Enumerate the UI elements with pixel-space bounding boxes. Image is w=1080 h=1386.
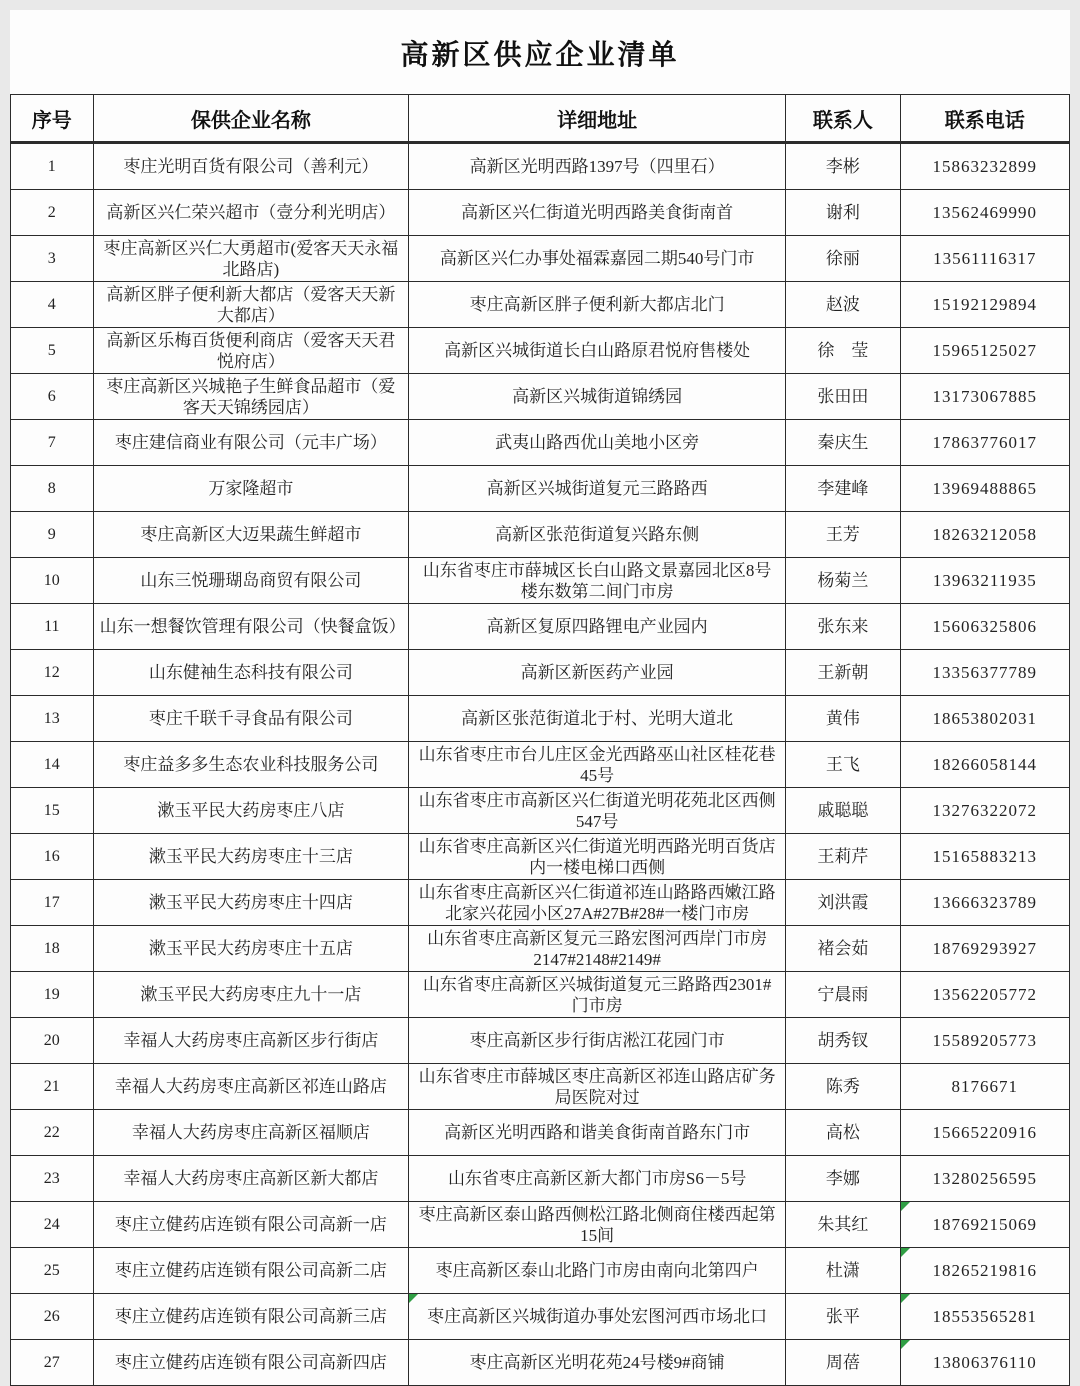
- phone-number-cell: 13356377789: [900, 650, 1069, 696]
- company-name-cell: 枣庄光明百货有限公司（善利元）: [93, 143, 409, 190]
- address-cell: 山东省枣庄高新区复元三路宏图河西岸门市房2147#2148#2149#: [409, 926, 786, 972]
- phone-number-cell: 18266058144: [900, 742, 1069, 788]
- contact-name-cell: 李建峰: [786, 466, 900, 512]
- index-cell: 25: [11, 1248, 94, 1294]
- address-cell: 山东省枣庄高新区兴城街道复元三路路西2301#门市房: [409, 972, 786, 1018]
- phone-number-cell: 15589205773: [900, 1018, 1069, 1064]
- company-name-cell: 幸福人大药房枣庄高新区福顺店: [93, 1110, 409, 1156]
- index-cell: 1: [11, 143, 94, 190]
- column-header-index: 序号: [11, 95, 94, 143]
- company-name-cell: 枣庄益多多生态农业科技服务公司: [93, 742, 409, 788]
- index-cell: 12: [11, 650, 94, 696]
- address-cell: 枣庄高新区胖子便利新大都店北门: [409, 282, 786, 328]
- index-cell: 3: [11, 236, 94, 282]
- contact-name-cell: 秦庆生: [786, 420, 900, 466]
- index-cell: 10: [11, 558, 94, 604]
- table-row: [11, 190, 1070, 236]
- address-cell: 高新区光明西路和谐美食街南首路东门市: [409, 1110, 786, 1156]
- phone-number-cell: 18263212058: [900, 512, 1069, 558]
- contact-name-cell: 胡秀钗: [786, 1018, 900, 1064]
- address-cell: 山东省枣庄高新区新大都门市房S6－5号: [409, 1156, 786, 1202]
- index-cell: 5: [11, 328, 94, 374]
- company-name-cell: 高新区兴仁荣兴超市（壹分利光明店）: [93, 190, 409, 236]
- address-cell: 山东省枣庄高新区兴仁街道祁连山路路西嫩江路北家兴花园小区27A#27B#28#一楼门市房: [409, 880, 786, 926]
- company-name-cell: 枣庄高新区兴仁大勇超市(爱客天天永福北路店): [93, 236, 409, 282]
- phone-number-cell: 15165883213: [900, 834, 1069, 880]
- table-row: [11, 282, 1070, 328]
- phone-number-cell: 13666323789: [900, 880, 1069, 926]
- company-name-cell: 枣庄立健药店连锁有限公司高新四店: [93, 1340, 409, 1386]
- address-cell: 高新区张范街道复兴路东侧: [409, 512, 786, 558]
- column-header-company-name: 保供企业名称: [93, 95, 409, 143]
- contact-name-cell: 徐丽: [786, 236, 900, 282]
- index-cell: 15: [11, 788, 94, 834]
- phone-number-cell: 15863232899: [900, 143, 1069, 190]
- company-name-cell: 枣庄立健药店连锁有限公司高新二店: [93, 1248, 409, 1294]
- index-cell: 13: [11, 696, 94, 742]
- column-header-contact-person: 联系人: [786, 95, 900, 143]
- phone-number-cell: 8176671: [900, 1064, 1069, 1110]
- index-cell: 14: [11, 742, 94, 788]
- company-name-cell: 山东健袖生态科技有限公司: [93, 650, 409, 696]
- phone-number-cell: 13561116317: [900, 236, 1069, 282]
- company-name-cell: 漱玉平民大药房枣庄九十一店: [93, 972, 409, 1018]
- phone-number-cell: 13173067885: [900, 374, 1069, 420]
- table-row: [11, 328, 1070, 374]
- table-row: [11, 972, 1070, 1018]
- table-row: [11, 650, 1070, 696]
- table-body: [11, 143, 1070, 1386]
- address-cell: 高新区兴城街道复元三路路西: [409, 466, 786, 512]
- address-cell: 高新区张范街道北于村、光明大道北: [409, 696, 786, 742]
- address-cell: 高新区兴仁街道光明西路美食街南首: [409, 190, 786, 236]
- address-cell: 山东省枣庄市薛城区长白山路文景嘉园北区8号楼东数第二间门市房: [409, 558, 786, 604]
- index-cell: 6: [11, 374, 94, 420]
- company-name-cell: 万家隆超市: [93, 466, 409, 512]
- phone-number-cell: 15965125027: [900, 328, 1069, 374]
- index-cell: 18: [11, 926, 94, 972]
- company-name-cell: 枣庄千联千寻食品有限公司: [93, 696, 409, 742]
- table-row: [11, 788, 1070, 834]
- address-cell: 高新区新医药产业园: [409, 650, 786, 696]
- index-cell: 27: [11, 1340, 94, 1386]
- company-name-cell: 幸福人大药房枣庄高新区祁连山路店: [93, 1064, 409, 1110]
- contact-name-cell: 王飞: [786, 742, 900, 788]
- phone-number-cell: 13562469990: [900, 190, 1069, 236]
- phone-number-cell: 18769293927: [900, 926, 1069, 972]
- phone-number-cell: 13806376110: [900, 1340, 1069, 1386]
- contact-name-cell: 朱其红: [786, 1202, 900, 1248]
- contact-name-cell: 王芳: [786, 512, 900, 558]
- company-name-cell: 山东三悦珊瑚岛商贸有限公司: [93, 558, 409, 604]
- contact-name-cell: 徐 莹: [786, 328, 900, 374]
- table-row: [11, 880, 1070, 926]
- contact-name-cell: 张平: [786, 1294, 900, 1340]
- table-row: [11, 512, 1070, 558]
- phone-number-cell: 13969488865: [900, 466, 1069, 512]
- company-name-cell: 枣庄建信商业有限公司（元丰广场）: [93, 420, 409, 466]
- index-cell: 24: [11, 1202, 94, 1248]
- address-cell: 山东省枣庄市薛城区枣庄高新区祁连山路店矿务局医院对过: [409, 1064, 786, 1110]
- company-name-cell: 高新区乐梅百货便利商店（爱客天天君悦府店）: [93, 328, 409, 374]
- index-cell: 16: [11, 834, 94, 880]
- contact-name-cell: 周蓓: [786, 1340, 900, 1386]
- contact-name-cell: 李彬: [786, 143, 900, 190]
- table-row: [11, 834, 1070, 880]
- contact-name-cell: 黄伟: [786, 696, 900, 742]
- table-row: [11, 1294, 1070, 1340]
- index-cell: 23: [11, 1156, 94, 1202]
- column-header-address: 详细地址: [409, 95, 786, 143]
- contact-name-cell: 杨菊兰: [786, 558, 900, 604]
- address-cell: 枣庄高新区泰山路西侧松江路北侧商住楼西起第15间: [409, 1202, 786, 1248]
- table-row: [11, 143, 1070, 190]
- table-row: [11, 1018, 1070, 1064]
- index-cell: 8: [11, 466, 94, 512]
- contact-name-cell: 杜潇: [786, 1248, 900, 1294]
- company-name-cell: 漱玉平民大药房枣庄八店: [93, 788, 409, 834]
- phone-number-cell: 15606325806: [900, 604, 1069, 650]
- table-row: [11, 1248, 1070, 1294]
- company-name-cell: 枣庄高新区兴城艳子生鲜食品超市（爱客天天锦绣园店）: [93, 374, 409, 420]
- company-name-cell: 幸福人大药房枣庄高新区步行街店: [93, 1018, 409, 1064]
- phone-number-cell: 13280256595: [900, 1156, 1069, 1202]
- table-row: [11, 1064, 1070, 1110]
- table-row: [11, 466, 1070, 512]
- table-header-row: [11, 95, 1070, 143]
- address-cell: 高新区兴城街道锦绣园: [409, 374, 786, 420]
- index-cell: 11: [11, 604, 94, 650]
- company-name-cell: 漱玉平民大药房枣庄十三店: [93, 834, 409, 880]
- table-row: [11, 1156, 1070, 1202]
- index-cell: 26: [11, 1294, 94, 1340]
- company-name-cell: 高新区胖子便利新大都店（爱客天天新大都店）: [93, 282, 409, 328]
- contact-name-cell: 李娜: [786, 1156, 900, 1202]
- phone-number-cell: 13562205772: [900, 972, 1069, 1018]
- contact-name-cell: 王莉芹: [786, 834, 900, 880]
- contact-name-cell: 褚会茹: [786, 926, 900, 972]
- company-name-cell: 幸福人大药房枣庄高新区新大都店: [93, 1156, 409, 1202]
- company-name-cell: 漱玉平民大药房枣庄十四店: [93, 880, 409, 926]
- table-row: [11, 742, 1070, 788]
- table-row: [11, 604, 1070, 650]
- index-cell: 9: [11, 512, 94, 558]
- address-cell: 山东省枣庄市高新区兴仁街道光明花苑北区西侧547号: [409, 788, 786, 834]
- address-cell: 高新区兴城街道长白山路原君悦府售楼处: [409, 328, 786, 374]
- company-name-cell: 山东一想餐饮管理有限公司（快餐盒饭）: [93, 604, 409, 650]
- index-cell: 17: [11, 880, 94, 926]
- index-cell: 20: [11, 1018, 94, 1064]
- column-header-phone: 联系电话: [900, 95, 1069, 143]
- document-page: [10, 10, 1070, 1380]
- index-cell: 21: [11, 1064, 94, 1110]
- address-cell: 枣庄高新区步行街店淞江花园门市: [409, 1018, 786, 1064]
- table-row: [11, 558, 1070, 604]
- supply-enterprise-table: [10, 94, 1070, 1386]
- phone-number-cell: 18653802031: [900, 696, 1069, 742]
- company-name-cell: 枣庄立健药店连锁有限公司高新一店: [93, 1202, 409, 1248]
- index-cell: 19: [11, 972, 94, 1018]
- contact-name-cell: 高松: [786, 1110, 900, 1156]
- table-row: [11, 926, 1070, 972]
- address-cell: 枣庄高新区兴城街道办事处宏图河西市场北口: [409, 1294, 786, 1340]
- contact-name-cell: 谢利: [786, 190, 900, 236]
- contact-name-cell: 赵波: [786, 282, 900, 328]
- company-name-cell: 漱玉平民大药房枣庄十五店: [93, 926, 409, 972]
- table-row: [11, 236, 1070, 282]
- page-title: 高新区供应企业清单: [10, 10, 1070, 94]
- company-name-cell: 枣庄高新区大迈果蔬生鲜超市: [93, 512, 409, 558]
- phone-number-cell: 18265219816: [900, 1248, 1069, 1294]
- table-row: [11, 420, 1070, 466]
- table-row: [11, 1340, 1070, 1386]
- phone-number-cell: 15665220916: [900, 1110, 1069, 1156]
- contact-name-cell: 陈秀: [786, 1064, 900, 1110]
- index-cell: 22: [11, 1110, 94, 1156]
- address-cell: 高新区复原四路锂电产业园内: [409, 604, 786, 650]
- phone-number-cell: 15192129894: [900, 282, 1069, 328]
- address-cell: 枣庄高新区泰山北路门市房由南向北第四户: [409, 1248, 786, 1294]
- address-cell: 山东省枣庄高新区兴仁街道光明西路光明百货店内一楼电梯口西侧: [409, 834, 786, 880]
- phone-number-cell: 13276322072: [900, 788, 1069, 834]
- phone-number-cell: 17863776017: [900, 420, 1069, 466]
- contact-name-cell: 张东来: [786, 604, 900, 650]
- index-cell: 7: [11, 420, 94, 466]
- table-row: [11, 1202, 1070, 1248]
- contact-name-cell: 张田田: [786, 374, 900, 420]
- address-cell: 枣庄高新区光明花苑24号楼9#商铺: [409, 1340, 786, 1386]
- company-name-cell: 枣庄立健药店连锁有限公司高新三店: [93, 1294, 409, 1340]
- table-row: [11, 374, 1070, 420]
- address-cell: 高新区兴仁办事处福霖嘉园二期540号门市: [409, 236, 786, 282]
- address-cell: 高新区光明西路1397号（四里石）: [409, 143, 786, 190]
- address-cell: 山东省枣庄市台儿庄区金光西路巫山社区桂花巷45号: [409, 742, 786, 788]
- index-cell: 2: [11, 190, 94, 236]
- contact-name-cell: 王新朝: [786, 650, 900, 696]
- table-row: [11, 1110, 1070, 1156]
- contact-name-cell: 戚聪聪: [786, 788, 900, 834]
- contact-name-cell: 宁晨雨: [786, 972, 900, 1018]
- contact-name-cell: 刘洪霞: [786, 880, 900, 926]
- phone-number-cell: 13963211935: [900, 558, 1069, 604]
- phone-number-cell: 18769215069: [900, 1202, 1069, 1248]
- phone-number-cell: 18553565281: [900, 1294, 1069, 1340]
- index-cell: 4: [11, 282, 94, 328]
- table-row: [11, 696, 1070, 742]
- address-cell: 武夷山路西优山美地小区旁: [409, 420, 786, 466]
